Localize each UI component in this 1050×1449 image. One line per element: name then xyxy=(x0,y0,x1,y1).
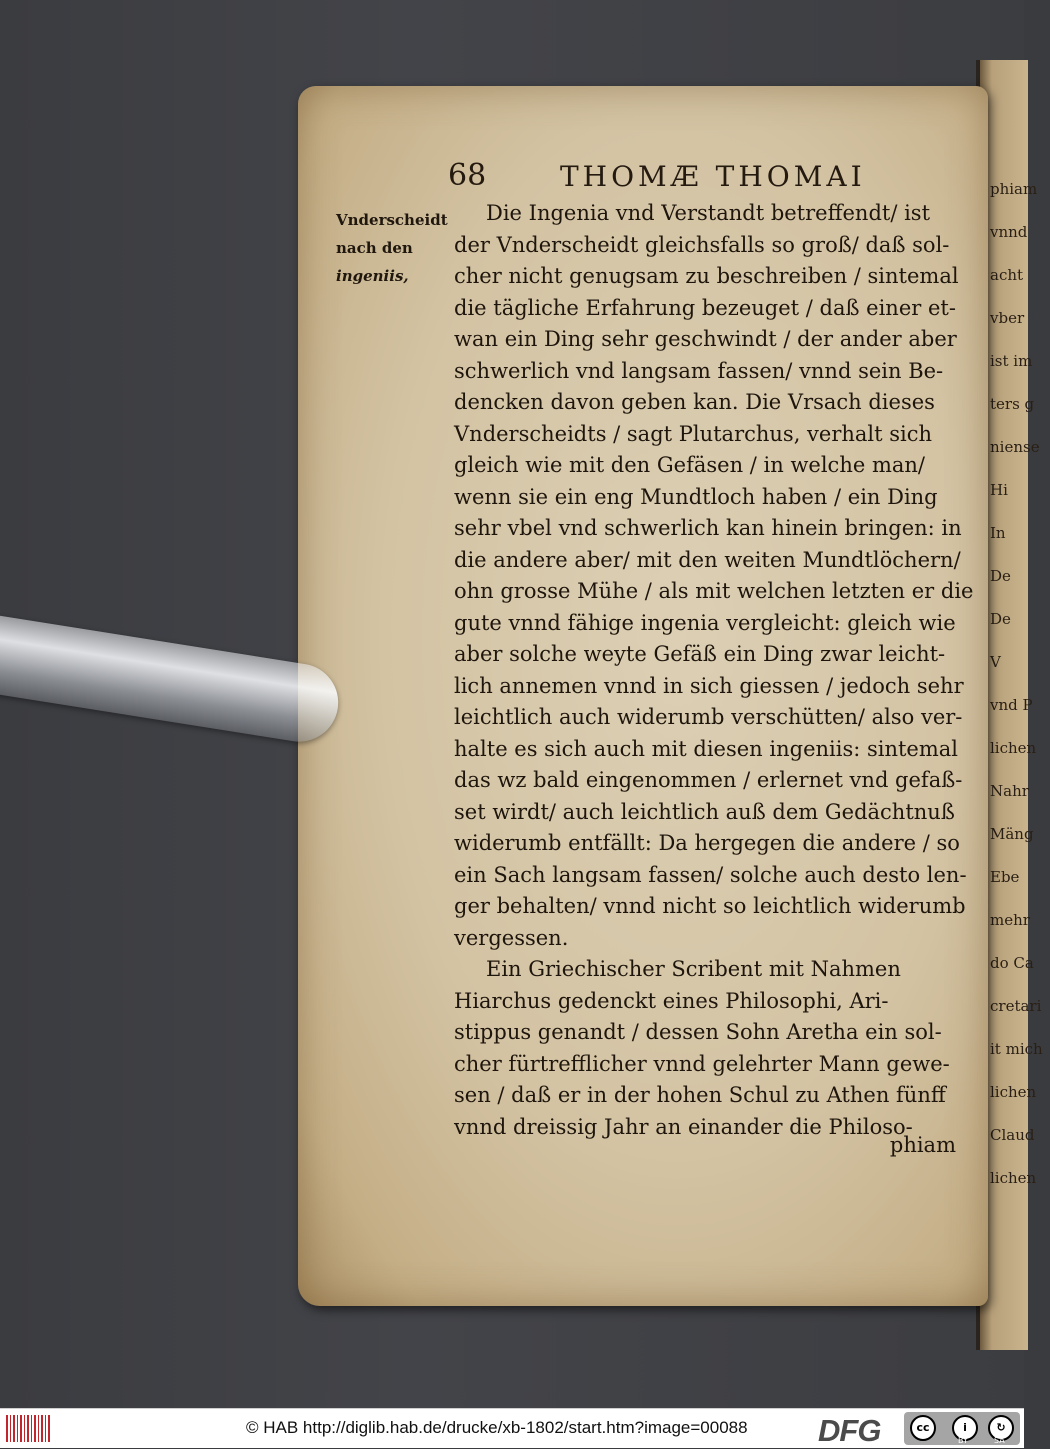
text-line: die tägliche Erfahrung bezeuget / daß einer et- xyxy=(454,295,956,320)
cc-license-badge[interactable] xyxy=(904,1412,1020,1445)
text-line: lich annemen vnnd in sich giessen / jedoch sehr xyxy=(454,673,964,698)
text-line: schwerlich vnd langsam fassen/ vnnd sein Be- xyxy=(454,358,944,383)
next-page-fragment: vnnd xyxy=(990,223,1028,241)
library-barcode-icon xyxy=(6,1415,50,1442)
next-page-fragment: do Ca xyxy=(990,954,1034,972)
body-text xyxy=(454,198,974,1143)
sa-share-icon: ↻ xyxy=(988,1415,1014,1441)
text-line: vnnd dreissig Jahr an einander die Philoso- xyxy=(454,1114,913,1139)
next-page-fragment: lichen xyxy=(990,739,1037,757)
next-page-fragment: Hi xyxy=(990,481,1008,499)
text-line: dencken davon geben kan. Die Vrsach dieses xyxy=(454,390,935,414)
text-line: set wirdt/ auch leichtlich auß dem Gedächtnuß xyxy=(454,799,955,824)
text-line: ein Sach langsam fassen/ solche auch desto len- xyxy=(454,862,967,887)
text-line: Vnderscheidts / sagt Plutarchus, verhalt sich xyxy=(454,421,933,446)
text-line: cher nicht genugsam zu beschreiben / sintemal xyxy=(454,264,959,288)
margin-note-line: Vnderscheidt xyxy=(336,211,448,229)
copyright-link[interactable]: © HAB http://diglib.hab.de/drucke/xb-1802/start.htm?image=00088 xyxy=(246,1418,748,1437)
next-page-fragment: mehr xyxy=(990,911,1030,929)
next-page-fragment: vber xyxy=(990,309,1025,327)
next-page-fragment: Ebe xyxy=(990,868,1020,886)
next-page-fragment: acht xyxy=(990,266,1024,284)
next-page-fragment: it mich xyxy=(990,1040,1043,1058)
page-header xyxy=(448,158,918,198)
next-page-fragment: Nahr xyxy=(990,782,1029,800)
catch-word: phiam xyxy=(889,1133,956,1157)
next-page-fragment: vnd P xyxy=(990,696,1033,714)
text-line: Hiarchus gedenckt eines Philosophi, Ari- xyxy=(454,988,889,1013)
cc-by-label: BY xyxy=(958,1436,968,1445)
text-line: gute vnnd fähige ingenia vergleicht: gleich wie xyxy=(454,610,956,635)
dfg-logo: DFG xyxy=(818,1413,881,1448)
text-line: Ein Griechischer Scribent mit Nahmen xyxy=(486,957,901,981)
text-line: wan ein Ding sehr geschwindt / der ander aber xyxy=(454,327,957,351)
next-page-fragment: phiam xyxy=(990,180,1038,198)
text-line: der Vnderscheidt gleichsfalls so groß/ daß sol- xyxy=(454,232,950,257)
next-page-fragment: In xyxy=(990,524,1006,542)
next-page-fragment: cretari xyxy=(990,997,1042,1015)
text-line: halte es sich auch mit diesen ingeniis: sintemal xyxy=(454,736,959,761)
cc-icon: cc xyxy=(910,1415,936,1441)
next-page-fragment: Claud xyxy=(990,1126,1035,1144)
next-page-fragment: lichen xyxy=(990,1169,1037,1187)
cc-sa-label: SA xyxy=(994,1436,1005,1445)
text-line: die andere aber/ mit den weiten Mundtlöchern/ xyxy=(454,547,961,572)
text-line: cher fürtrefflicher vnnd gelehrter Mann gewe- xyxy=(454,1051,950,1076)
footer-bar xyxy=(0,1408,1024,1448)
by-person-icon: i xyxy=(952,1415,978,1441)
next-page-fragment: De xyxy=(990,610,1011,628)
text-line: vergessen. xyxy=(454,925,569,950)
text-line: widerumb entfällt: Da hergegen die andere / so xyxy=(454,831,960,855)
next-page-fragment: ters g xyxy=(990,395,1035,413)
margin-note-line: ingeniis, xyxy=(336,267,409,285)
margin-note-line: nach den xyxy=(336,239,413,257)
margin-note xyxy=(336,206,456,290)
next-page-fragment: lichen xyxy=(990,1083,1037,1101)
text-line: Die Ingenia vnd Verstandt betreffendt/ ist xyxy=(486,201,931,225)
text-line: ger behalten/ vnnd nicht so leichtlich widerumb xyxy=(454,894,966,918)
running-head: THOMÆ THOMAI xyxy=(560,160,866,193)
text-line: aber solche weyte Gefäß ein Ding zwar leicht- xyxy=(454,642,946,666)
text-line: das wz bald eingenommen / erlernet vnd gefaß- xyxy=(454,768,963,792)
next-page-fragment: ist im xyxy=(990,352,1033,370)
next-page-fragment: niense xyxy=(990,438,1040,456)
text-line: sehr vbel vnd schwerlich kan hinein bringen: in xyxy=(454,516,962,540)
text-line: gleich wie mit den Gefäsen / in welche man/ xyxy=(454,453,925,477)
next-page-fragment: V xyxy=(990,653,1001,671)
text-line: wenn sie ein eng Mundtloch haben / ein Ding xyxy=(454,484,938,509)
page-number: 68 xyxy=(448,158,487,193)
text-line: sen / daß er in der hohen Schul zu Athen fünff xyxy=(454,1083,946,1107)
text-line: stippus genandt / dessen Sohn Aretha ein sol- xyxy=(454,1020,942,1044)
next-page-fragment: De xyxy=(990,567,1011,585)
text-line: leichtlich auch widerumb verschütten/ also ver- xyxy=(454,705,963,729)
text-line: ohn grosse Mühe / als mit welchen letzten er die xyxy=(454,579,974,603)
next-page-fragment: Mäng xyxy=(990,825,1034,843)
book-page xyxy=(298,86,988,1306)
